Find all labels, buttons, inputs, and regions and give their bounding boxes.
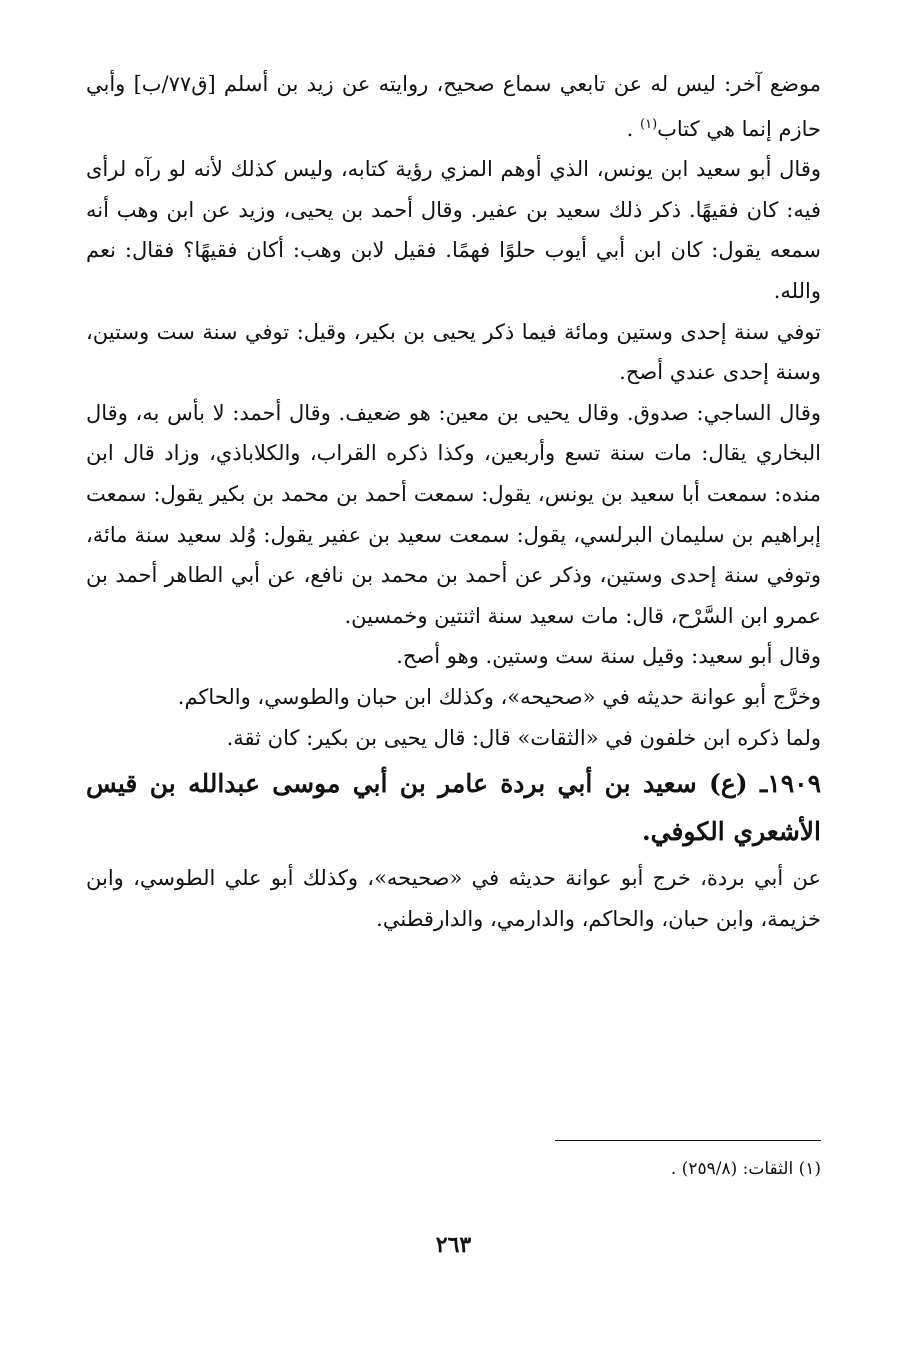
paragraph-7: ولما ذكره ابن خلفون في «الثقات» قال: قال يحيى بن بكير: كان ثقة. xyxy=(226,725,821,750)
entry-heading: ١٩٠٩ـ (ع) سعيد بن أبي بردة عامر بن أبي موسى عبدالله بن قيس الأشعري الكوفي. xyxy=(86,769,821,847)
page-number: ٢٦٣ xyxy=(435,1232,472,1258)
paragraph-1-text: موضع آخر: ليس له عن تابعي سماع صحيح، روايته عن زيد بن أسلم [ق٧٧/ب] وأبي حازم إنما هي كتاب xyxy=(86,72,821,141)
paragraph-6: وخرَّج أبو عوانة حديثه في «صحيحه»، وكذلك ابن حبان والطوسي، والحاكم. xyxy=(177,684,821,709)
paragraph-2: وقال أبو سعيد ابن يونس، الذي أوهم المزي رؤية كتابه، وليس كذلك لأنه لو رآه لرأى فيه: كان فقيهًا. ذكر ذلك سعيد بن عفير. وقال أحمد بن يحيى، وزيد عن ابن وهب أنه سمعه يقول: كان ابن أبي أيوب حلوًا فهمًا. فقيل لابن وهب: أكان فقيهًا؟ فقال: نعم والله. xyxy=(86,157,821,303)
main-text xyxy=(86,64,821,939)
paragraph-1: موضع آخر: ليس له عن تابعي سماع صحيح، روايته عن زيد بن أسلم [ق٧٧/ب] وأبي حازم إنما هي كتاب$^{(١)}$ . xyxy=(86,72,821,141)
paragraph-8: عن أبي بردة، خرج أبو عوانة حديثه في «صحيحه»، وكذلك أبو علي الطوسي، وابن خزيمة، وابن حبان، والحاكم، والدارمي، والدارقطني. xyxy=(86,866,821,931)
paragraph-4: وقال الساجي: صدوق. وقال يحيى بن معين: هو ضعيف. وقال أحمد: لا بأس به، وقال البخاري يقال: مات سنة تسع وأربعين، وكذا ذكره القراب، والكلاباذي، وزاد قال ابن منده: سمعت أبا سعيد بن يونس، يقول: سمعت أحمد بن محمد بن بكير يقول: سمعت إبراهيم بن سليمان البرلسي، يقول: سمعت سعيد بن عفير يقول: وُلد سعيد سنة مائة، وتوفي سنة إحدى وستين، وذكر عن أحمد بن محمد بن نافع، عن أبي الطاهر أحمد بن عمرو ابن السَّرْح، قال: مات سعيد سنة اثنتين وخمسين. xyxy=(86,400,821,628)
footnote: (١) الثقات: (٢٥٩/٨) . xyxy=(670,1159,821,1179)
paragraph-3: توفي سنة إحدى وستين ومائة فيما ذكر يحيى بن بكير، وقيل: توفي سنة ست وستين، وسنة إحدى عندي أصح. xyxy=(86,319,821,385)
footnote-divider xyxy=(555,1140,821,1141)
paragraph-5: وقال أبو سعيد: وقيل سنة ست وستين. وهو أصح. xyxy=(396,644,821,669)
footnote-reference: (١) xyxy=(640,116,658,132)
